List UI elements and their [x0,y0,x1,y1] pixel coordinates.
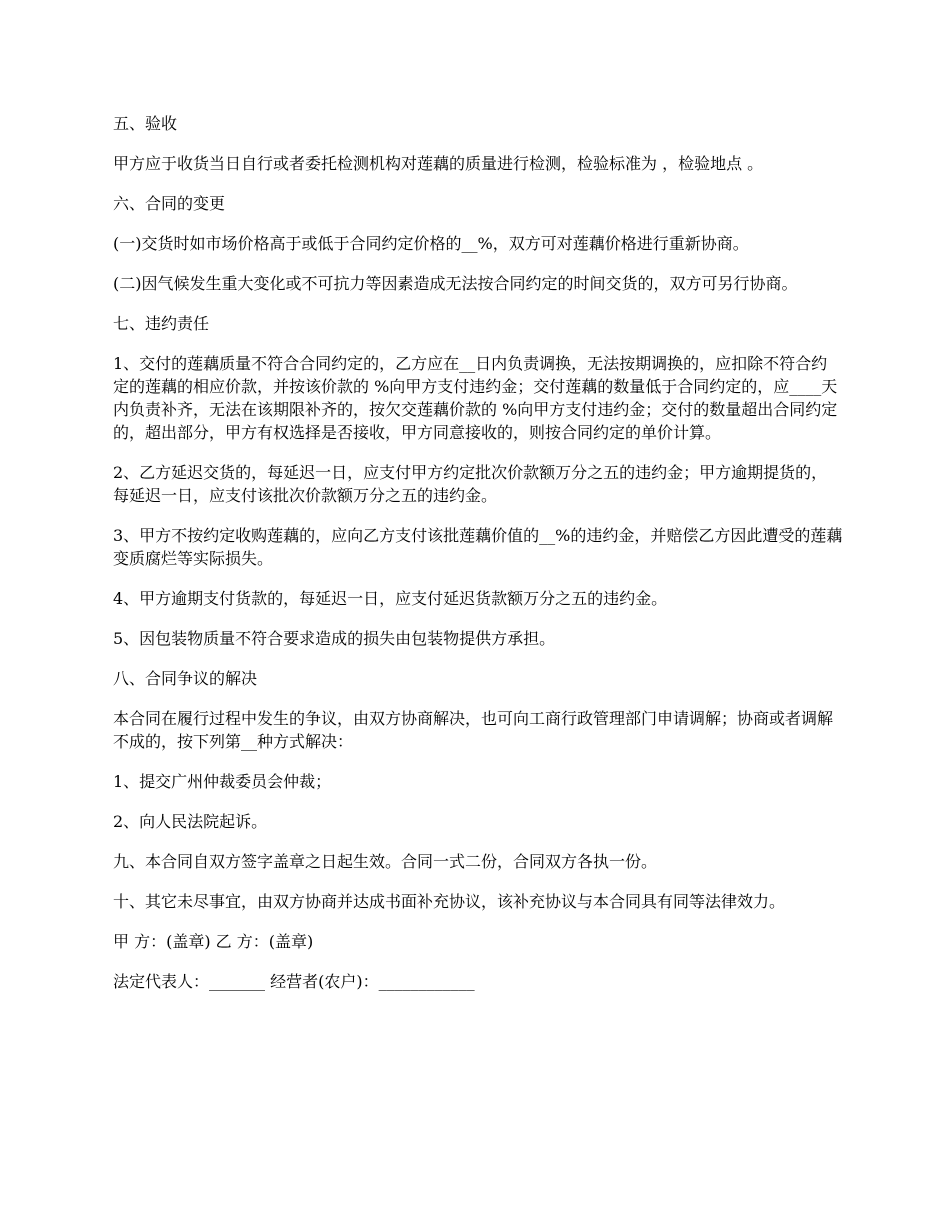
section-heading-dispute: 八、合同争议的解决 [113,669,258,688]
paragraph-effective: 九、本合同自双方签字盖章之日起生效。合同一式二份，合同双方各执一份。 [113,852,658,871]
paragraph-dispute-option-2: 2、向人民法院起诉。 [113,812,268,831]
paragraph-change-2: (二)因气候发生重大变化或不可抗力等因素造成无法按合同约定的时间交货的，双方可另行协商。 [113,274,798,293]
paragraph-acceptance-inspection: 甲方应于收货当日自行或者委托检测机构对莲藕的质量进行检测，检验标准为 ，检验地点 。 [113,154,764,173]
paragraph-supplementary: 十、其它未尽事宜，由双方协商并达成书面补充协议，该补充协议与本合同具有同等法律效力。 [113,892,786,911]
section-heading-liability: 七、违约责任 [113,314,210,333]
document-body [113,112,843,1010]
paragraph-liability-3: 3、甲方不按约定收购莲藕的，应向乙方支付该批莲藕价值的__%的违约金，并赔偿乙方因此遭受的莲藕变质腐烂等实际损失。 [113,526,843,568]
signature-representatives: 法定代表人：_______ 经营者(农户)：____________ [113,972,475,991]
section-heading-acceptance: 五、验收 [113,114,178,133]
paragraph-liability-2: 2、乙方延迟交货的，每延迟一日，应支付甲方约定批次价款额万分之五的违约金；甲方逾期提货的，每延迟一日，应支付该批次价款额万分之五的违约金。 [113,463,828,505]
paragraph-liability-4: 4、甲方逾期支付货款的，每延迟一日，应支付延迟货款额万分之五的违约金。 [113,589,668,608]
paragraph-dispute: 本合同在履行过程中发生的争议，由双方协商解决，也可向工商行政管理部门申请调解；协商或者调解不成的，按下列第__种方式解决： [113,709,834,751]
paragraph-liability-5: 5、因包装物质量不符合要求造成的损失由包装物提供方承担。 [113,629,556,648]
signature-parties: 甲 方：(盖章) 乙 方：(盖章) [113,932,314,951]
paragraph-dispute-option-1: 1、提交广州仲裁委员会仲裁； [113,772,332,791]
paragraph-change-1: (一)交货时如市场价格高于或低于合同约定价格的__%，双方可对莲藕价格进行重新协商。 [113,234,749,253]
section-heading-contract-change: 六、合同的变更 [113,194,226,213]
paragraph-liability-1: 1、交付的莲藕质量不符合合同约定的，乙方应在__日内负责调换，无法按期调换的，应扣除不符合约定的莲藕的相应价款，并按该价款的 %向甲方支付违约金；交付莲藕的数量低于合同约定的，应____天内负责补齐，无法在该期限补齐的，按欠交莲藕价款的 %向甲方支付违约金；交付的数量超出合同约定的，超出部分，甲方有权选择是否接收，甲方同意接收的，则按合同约定的单价计算。 [113,354,838,442]
